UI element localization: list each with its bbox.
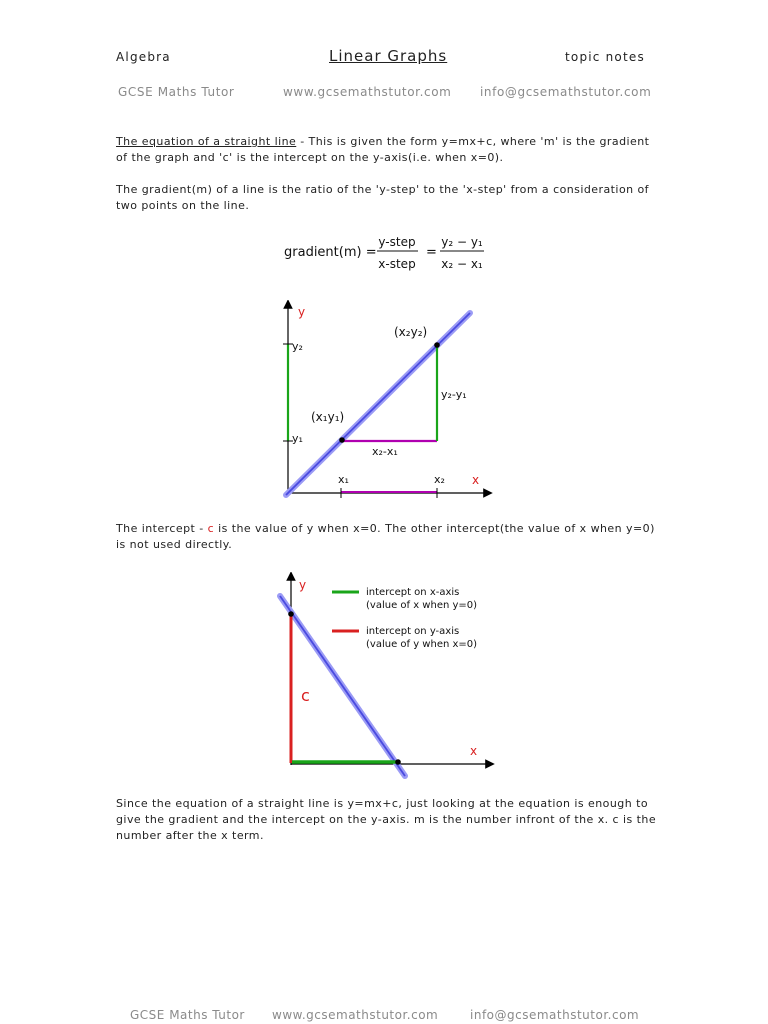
y-axis-label: y	[299, 578, 307, 592]
intercept-c: c	[207, 522, 215, 535]
point-1-label: (x₁y₁)	[311, 410, 345, 424]
gradient-formula	[280, 230, 500, 278]
intercept-lead: The intercept -	[116, 522, 208, 535]
straight-line	[286, 313, 470, 495]
straight-line	[280, 596, 405, 776]
formula-den1: x-step	[378, 257, 416, 271]
y-intercept-point	[288, 611, 294, 617]
c-label: c	[301, 686, 310, 705]
x-axis-label: x	[470, 744, 478, 758]
intercept-rest: is the value of y when x=0. The other intercept(the value of x when y=0) is not used directly.	[116, 522, 655, 551]
x1-label: x₁	[338, 473, 349, 486]
paragraph-gradient: The gradient(m) of a line is the ratio of the 'y-step' to the 'x-step' from a consideration of two points on the line.	[116, 183, 649, 212]
formula-lhs: gradient(m) =	[284, 245, 377, 260]
y2-label: y₂	[292, 340, 303, 353]
x-step-label: x₂-x₁	[372, 445, 398, 458]
point-2-label: (x₂y₂)	[394, 325, 428, 339]
footer-email[interactable]: info@gcsemathstutor.com	[470, 1008, 640, 1022]
paragraph-summary: Since the equation of a straight line is y=mx+c, just looking at the equation is enough to give the gradient and the intercept on the y-axis. m is the number infront of the x. c is the number after the x term.	[116, 797, 657, 842]
footer-website[interactable]: www.gcsemathstutor.com	[272, 1008, 439, 1022]
y-step-label: y₂-y₁	[441, 388, 467, 401]
formula-num2: y₂ − y₁	[441, 235, 483, 249]
equation-heading: The equation of a straight line	[116, 135, 297, 148]
x-intercept-point	[395, 759, 401, 765]
y-axis-label: y	[298, 305, 306, 319]
legend-red-line1: intercept on y-axis	[366, 626, 460, 637]
paragraph-intercept	[116, 521, 661, 553]
equation-text: - This is given the form y=mx+c, where 'm' is the gradient of the graph and 'c' is the intercept on the y-axis(i.e. when x=0).	[116, 135, 650, 164]
paragraph-equation	[116, 134, 661, 166]
x-axis-label: x	[472, 473, 480, 487]
subheader-brand: GCSE Maths Tutor	[118, 85, 235, 99]
header-notes: topic notes	[565, 50, 645, 64]
point-2	[434, 342, 440, 348]
header-topic: Algebra	[116, 50, 171, 64]
gradient-graph	[270, 300, 500, 500]
subheader-website[interactable]: www.gcsemathstutor.com	[283, 85, 452, 99]
point-1	[339, 437, 345, 443]
x2-label: x₂	[434, 473, 445, 486]
formula-eq: =	[426, 245, 437, 260]
page-title: Linear Graphs	[329, 47, 448, 65]
legend-green-line1: intercept on x-axis	[366, 587, 460, 598]
footer-brand: GCSE Maths Tutor	[130, 1008, 245, 1022]
intercept-graph	[270, 572, 500, 782]
formula-num1: y-step	[378, 235, 416, 249]
formula-den2: x₂ − x₁	[441, 257, 483, 271]
subheader-email[interactable]: info@gcsemathstutor.com	[480, 85, 652, 99]
legend-green-line2: (value of x when y=0)	[366, 600, 478, 611]
legend-red-line2: (value of y when x=0)	[366, 639, 478, 650]
y1-label: y₁	[292, 432, 303, 445]
